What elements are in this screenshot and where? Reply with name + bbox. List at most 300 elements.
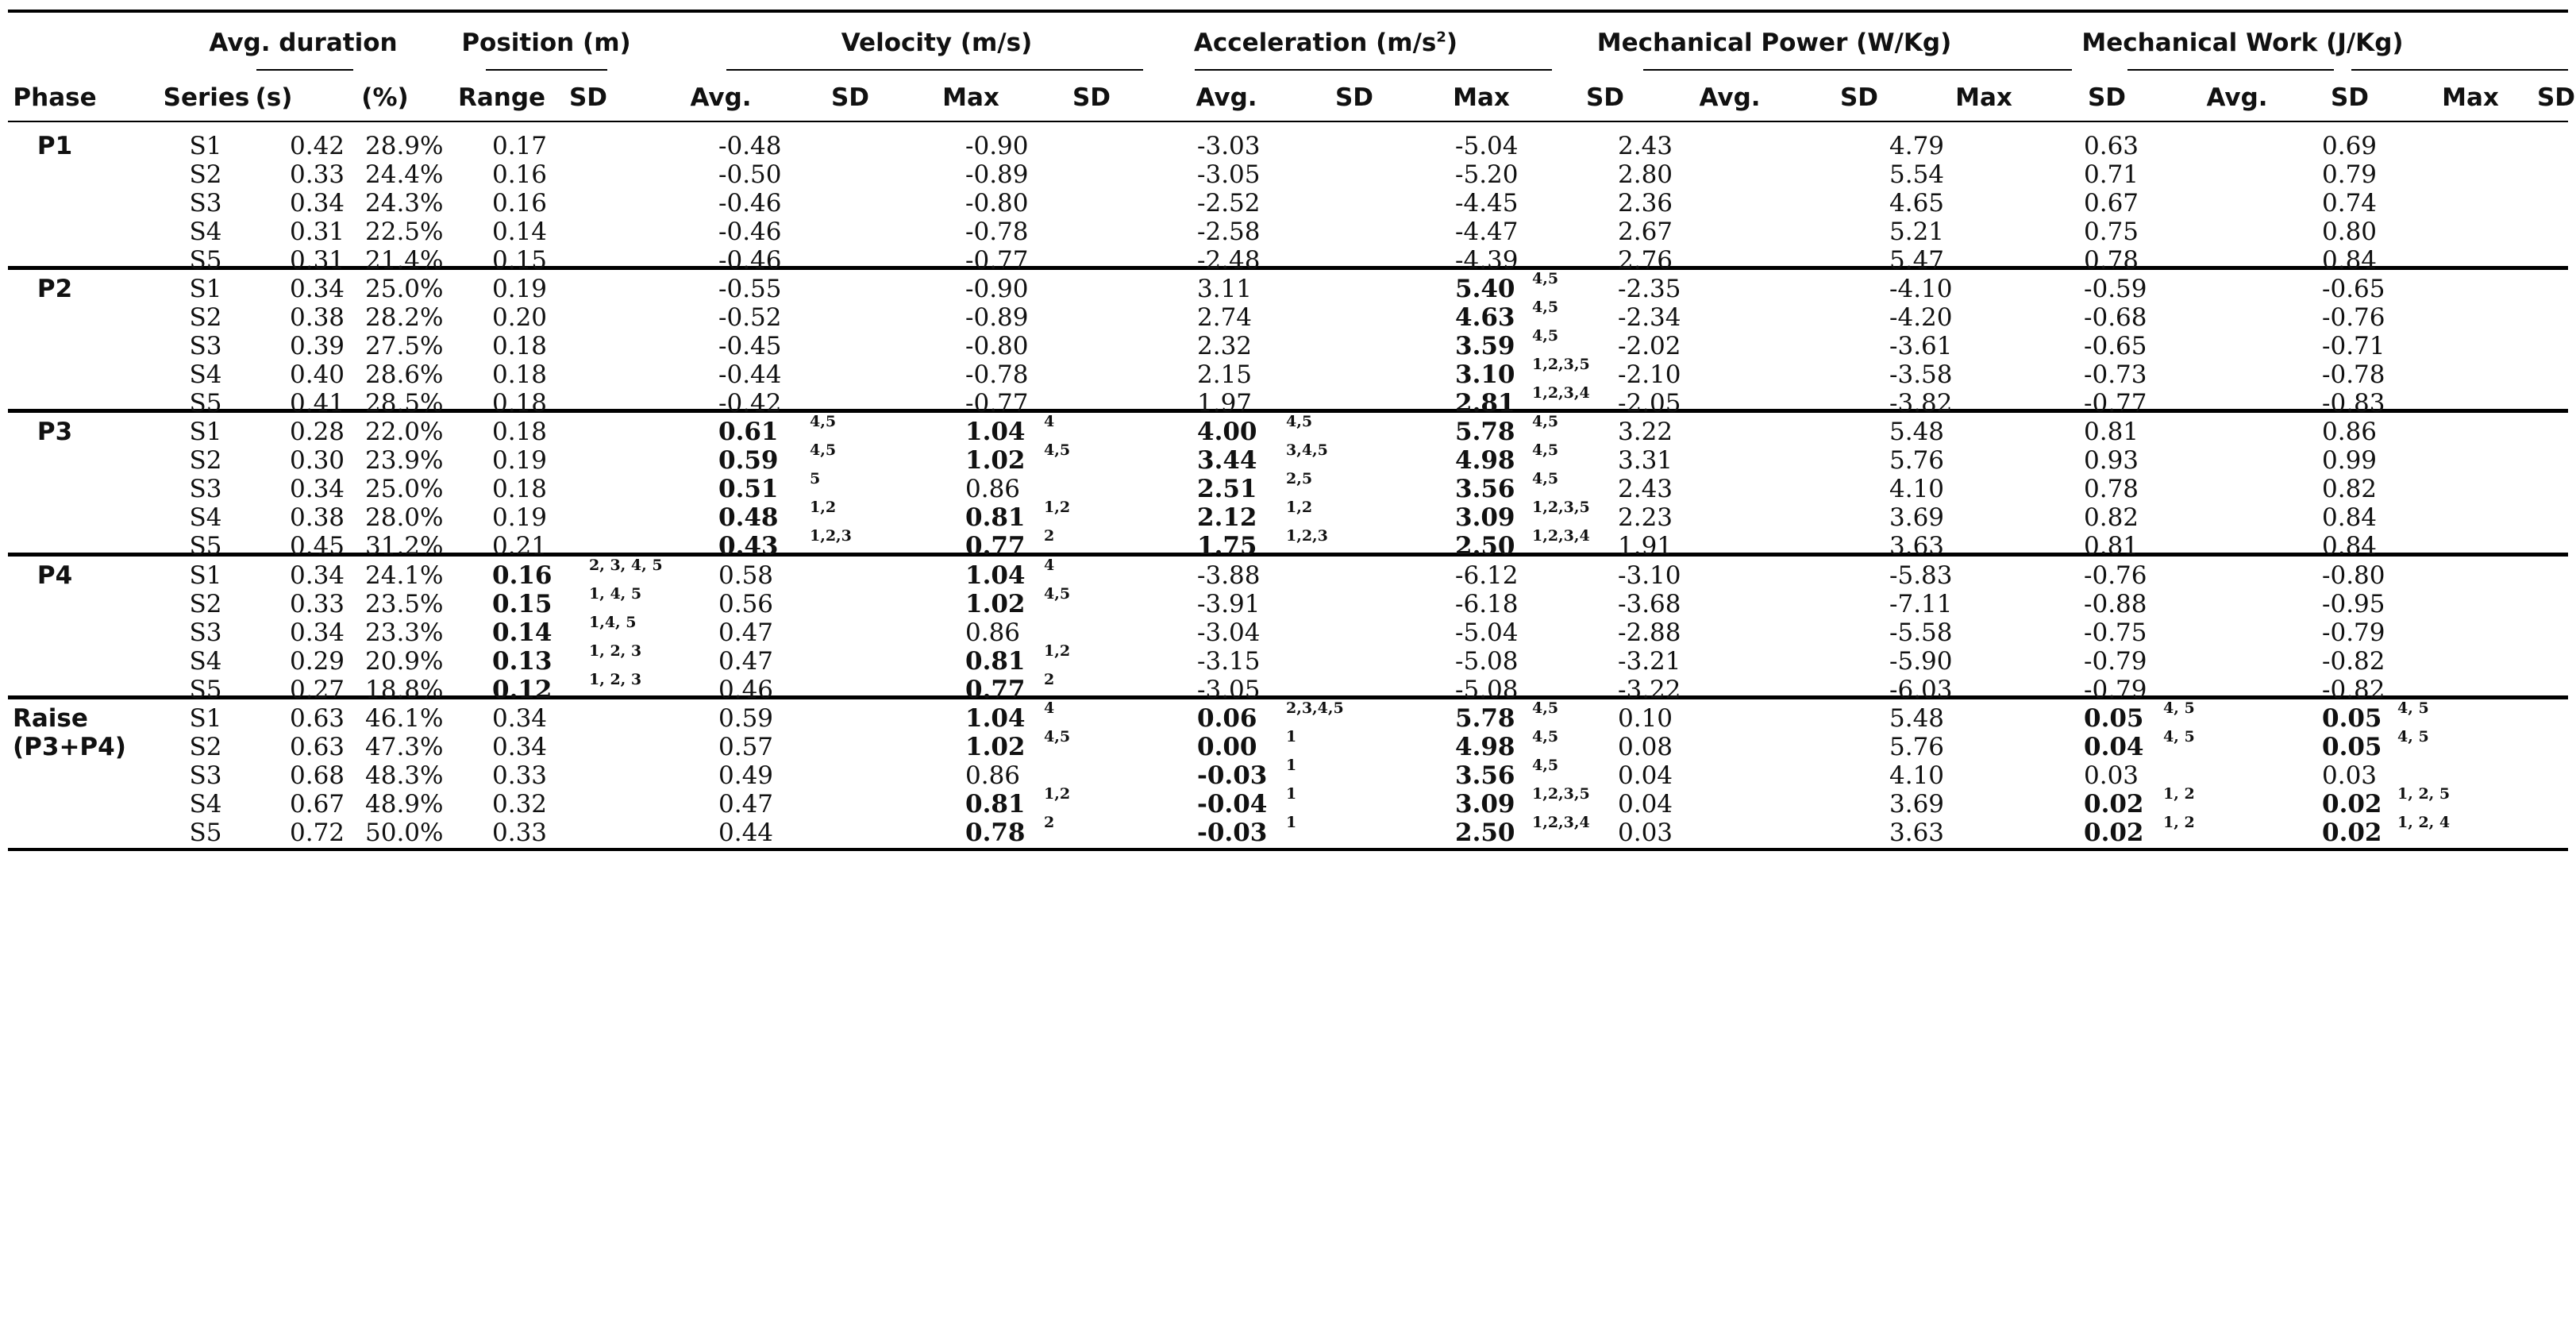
value-cell: -5.08 — [1455, 676, 1519, 704]
value-cell: -0.79 — [2322, 618, 2385, 647]
significance-superscript: 1 — [1286, 785, 1297, 803]
value-cell: 0.78 — [2084, 475, 2139, 503]
header-rule — [8, 121, 2568, 122]
series-label: S3 — [189, 618, 222, 647]
value-cell: 0.05 — [2084, 704, 2144, 733]
value-cell: -5.83 — [1889, 561, 1953, 590]
significance-superscript: 2,5 — [1286, 470, 1313, 487]
column-header: Max — [2442, 83, 2499, 112]
group-underline — [486, 69, 607, 71]
value-cell: 2.50 — [1455, 532, 1515, 560]
value-cell: 0.19 — [492, 503, 548, 532]
group-header-superscript: 2 — [1436, 29, 1446, 46]
value-cell: 0.18 — [492, 360, 548, 389]
value-cell: -5.04 — [1455, 618, 1519, 647]
value-cell: 0.06 — [1197, 704, 1257, 733]
significance-superscript: 4,5 — [1044, 728, 1071, 745]
series-label: S1 — [189, 275, 222, 303]
column-header: Series — [163, 83, 250, 112]
value-cell: 0.15 — [492, 590, 553, 618]
series-label: S3 — [189, 189, 222, 218]
phase-label: P1 — [37, 132, 73, 160]
value-cell: -0.83 — [2322, 389, 2385, 418]
value-cell: 0.43 — [718, 532, 779, 560]
value-cell: 5.54 — [1889, 160, 1945, 189]
value-cell: -4.20 — [1889, 303, 1953, 332]
value-cell: 2.36 — [1618, 189, 1673, 218]
significance-superscript: 1, 2, 3 — [589, 671, 642, 688]
significance-superscript: 1,2,3,4 — [1532, 384, 1590, 402]
value-cell: 0.39 — [290, 332, 345, 360]
value-cell: 1.91 — [1618, 532, 1673, 560]
value-cell: 0.79 — [2322, 160, 2378, 189]
value-cell: 20.9% — [365, 647, 444, 676]
significance-superscript: 4,5 — [1532, 327, 1559, 345]
value-cell: -0.82 — [2322, 647, 2385, 676]
value-cell: 0.38 — [290, 303, 345, 332]
value-cell: -0.78 — [2322, 360, 2385, 389]
significance-superscript: 1,2 — [810, 499, 837, 516]
value-cell: 48.9% — [365, 790, 444, 819]
value-cell: 2.43 — [1618, 132, 1673, 160]
value-cell: 23.9% — [365, 446, 444, 475]
value-cell: 4.10 — [1889, 761, 1945, 790]
group-underline — [1195, 69, 1552, 71]
significance-superscript: 1,2 — [1044, 642, 1071, 660]
value-cell: 0.81 — [965, 503, 1026, 532]
value-cell: 28.6% — [365, 360, 444, 389]
value-cell: -6.12 — [1455, 561, 1519, 590]
value-cell: 24.3% — [365, 189, 444, 218]
significance-superscript: 1, 4, 5 — [589, 585, 642, 603]
significance-superscript: 4,5 — [1286, 413, 1313, 430]
value-cell: -0.90 — [965, 132, 1029, 160]
significance-superscript: 1, 2, 5 — [2397, 785, 2451, 803]
column-header: Avg. — [690, 83, 752, 112]
value-cell: 27.5% — [365, 332, 444, 360]
column-header: (s) — [255, 83, 293, 112]
value-cell: 4.63 — [1455, 303, 1515, 332]
value-cell: 0.81 — [965, 790, 1026, 819]
significance-superscript: 1 — [1286, 728, 1297, 745]
value-cell: -0.42 — [718, 389, 782, 418]
value-cell: 0.47 — [718, 647, 774, 676]
value-cell: -0.46 — [718, 246, 782, 275]
column-header: SD — [2087, 83, 2127, 112]
value-cell: 0.47 — [718, 790, 774, 819]
value-cell: 3.63 — [1889, 819, 1945, 847]
value-cell: 0.78 — [2084, 246, 2139, 275]
value-cell: 0.49 — [718, 761, 774, 790]
series-label: S5 — [189, 819, 222, 847]
value-cell: 0.46 — [718, 676, 774, 704]
value-cell: 4.10 — [1889, 475, 1945, 503]
series-label: S5 — [189, 246, 222, 275]
phase-label: Raise — [13, 704, 88, 733]
value-cell: 48.3% — [365, 761, 444, 790]
value-cell: 0.45 — [290, 532, 345, 560]
significance-superscript: 1,2,3,5 — [1532, 785, 1590, 803]
column-header: SD — [1072, 83, 1111, 112]
value-cell: -3.58 — [1889, 360, 1953, 389]
value-cell: 0.84 — [2322, 246, 2378, 275]
value-cell: 0.04 — [2084, 733, 2144, 761]
value-cell: 4.98 — [1455, 446, 1515, 475]
value-cell: -0.59 — [2084, 275, 2147, 303]
value-cell: 5.78 — [1455, 418, 1515, 446]
significance-superscript: 2 — [1044, 814, 1055, 831]
series-label: S2 — [189, 733, 222, 761]
value-cell: 3.56 — [1455, 761, 1515, 790]
series-label: S2 — [189, 303, 222, 332]
significance-superscript: 4, 5 — [2163, 728, 2195, 745]
value-cell: -2.05 — [1618, 389, 1681, 418]
value-cell: 0.99 — [2322, 446, 2378, 475]
column-header: Max — [942, 83, 999, 112]
value-cell: 3.31 — [1618, 446, 1673, 475]
value-cell: -0.88 — [2084, 590, 2147, 618]
value-cell: -0.75 — [2084, 618, 2147, 647]
value-cell: -0.52 — [718, 303, 782, 332]
value-cell: -0.03 — [1197, 819, 1268, 847]
value-cell: 0.82 — [2322, 475, 2378, 503]
column-header: Max — [1453, 83, 1510, 112]
column-header: SD — [2536, 83, 2576, 112]
value-cell: -0.77 — [965, 389, 1029, 418]
value-cell: 1.97 — [1197, 389, 1253, 418]
value-cell: 0.67 — [2084, 189, 2139, 218]
value-cell: 2.12 — [1197, 503, 1257, 532]
value-cell: -0.04 — [1197, 790, 1268, 819]
value-cell: 0.14 — [492, 618, 553, 647]
value-cell: 1.04 — [965, 561, 1026, 590]
value-cell: 2.81 — [1455, 389, 1515, 418]
value-cell: -0.80 — [965, 189, 1029, 218]
value-cell: 1.02 — [965, 446, 1026, 475]
value-cell: 0.27 — [290, 676, 345, 704]
significance-superscript: 2, 3, 4, 5 — [589, 557, 663, 574]
significance-superscript: 4,5 — [1044, 441, 1071, 459]
group-header-acceleration: Acceleration $(m/s^2)$ — [1193, 29, 1458, 57]
value-cell: 0.03 — [1618, 819, 1673, 847]
top-rule — [8, 10, 2568, 13]
significance-superscript: 1,2 — [1044, 785, 1071, 803]
value-cell: 0.40 — [290, 360, 345, 389]
series-label: S3 — [189, 475, 222, 503]
column-header: SD — [1334, 83, 1374, 112]
value-cell: 0.13 — [492, 647, 553, 676]
significance-superscript: 4,5 — [1532, 413, 1559, 430]
value-cell: 24.4% — [365, 160, 444, 189]
value-cell: 0.18 — [492, 475, 548, 503]
series-label: S4 — [189, 218, 222, 246]
value-cell: -0.76 — [2084, 561, 2147, 590]
value-cell: -0.89 — [965, 303, 1029, 332]
group-header-suffix: ) — [1446, 29, 1458, 57]
value-cell: 28.0% — [365, 503, 444, 532]
value-cell: -2.02 — [1618, 332, 1681, 360]
value-cell: -3.03 — [1197, 132, 1261, 160]
value-cell: 0.67 — [290, 790, 345, 819]
phase-label: P3 — [37, 418, 73, 446]
value-cell: 0.28 — [290, 418, 345, 446]
value-cell: 0.34 — [290, 475, 345, 503]
value-cell: 0.81 — [2084, 532, 2139, 560]
value-cell: 0.84 — [2322, 503, 2378, 532]
value-cell: -5.90 — [1889, 647, 1953, 676]
value-cell: -0.68 — [2084, 303, 2147, 332]
group-header-power: Mechanical Power (W/Kg) — [1596, 29, 1952, 57]
value-cell: 0.58 — [718, 561, 774, 590]
value-cell: 0.59 — [718, 446, 779, 475]
value-cell: -2.48 — [1197, 246, 1261, 275]
significance-superscript: 4 — [1044, 557, 1055, 574]
significance-superscript: 4,5 — [1532, 728, 1559, 745]
series-label: S5 — [189, 676, 222, 704]
value-cell: 0.84 — [2322, 532, 2378, 560]
series-label: S1 — [189, 561, 222, 590]
value-cell: -3.21 — [1618, 647, 1681, 676]
value-cell: 0.34 — [290, 189, 345, 218]
value-cell: 25.0% — [365, 475, 444, 503]
significance-superscript: 1,4, 5 — [589, 614, 637, 631]
value-cell: -5.58 — [1889, 618, 1953, 647]
group-underline — [2351, 69, 2568, 71]
value-cell: 0.41 — [290, 389, 345, 418]
value-cell: 0.75 — [2084, 218, 2139, 246]
series-label: S5 — [189, 532, 222, 560]
value-cell: -0.90 — [965, 275, 1029, 303]
significance-superscript: 1,2,3 — [810, 527, 852, 545]
value-cell: 3.11 — [1197, 275, 1253, 303]
significance-superscript: 1, 2 — [2163, 785, 2195, 803]
significance-superscript: 3,4,5 — [1286, 441, 1328, 459]
series-label: S4 — [189, 790, 222, 819]
value-cell: 3.69 — [1889, 503, 1945, 532]
value-cell: 1.02 — [965, 733, 1026, 761]
value-cell: 0.86 — [965, 761, 1021, 790]
value-cell: -2.52 — [1197, 189, 1261, 218]
value-cell: 0.63 — [290, 704, 345, 733]
value-cell: 5.40 — [1455, 275, 1515, 303]
significance-superscript: 4,5 — [1044, 585, 1071, 603]
value-cell: 3.09 — [1455, 503, 1515, 532]
phase-label: P2 — [37, 275, 73, 303]
value-cell: 21.4% — [365, 246, 444, 275]
value-cell: -6.03 — [1889, 676, 1953, 704]
value-cell: 24.1% — [365, 561, 444, 590]
group-underline — [1643, 69, 2072, 71]
value-cell: 0.81 — [2084, 418, 2139, 446]
significance-superscript: 1,2,3,4 — [1532, 527, 1590, 545]
value-cell: -0.79 — [2084, 676, 2147, 704]
significance-superscript: 1, 2, 4 — [2397, 814, 2451, 831]
value-cell: -0.80 — [965, 332, 1029, 360]
value-cell: -0.44 — [718, 360, 782, 389]
value-cell: -0.78 — [965, 218, 1029, 246]
value-cell: 0.16 — [492, 160, 548, 189]
value-cell: 23.3% — [365, 618, 444, 647]
value-cell: -0.50 — [718, 160, 782, 189]
value-cell: -0.55 — [718, 275, 782, 303]
value-cell: 18.8% — [365, 676, 444, 704]
value-cell: -0.77 — [965, 246, 1029, 275]
value-cell: -4.39 — [1455, 246, 1519, 275]
value-cell: 0.02 — [2322, 819, 2382, 847]
group-underline — [2127, 69, 2334, 71]
value-cell: 5.78 — [1455, 704, 1515, 733]
value-cell: -4.10 — [1889, 275, 1953, 303]
value-cell: -0.71 — [2322, 332, 2385, 360]
significance-superscript: 1,2,3,4 — [1532, 814, 1590, 831]
value-cell: 0.21 — [492, 532, 548, 560]
value-cell: 0.02 — [2084, 819, 2144, 847]
value-cell: -0.45 — [718, 332, 782, 360]
value-cell: -0.79 — [2084, 647, 2147, 676]
column-header: (%) — [361, 83, 409, 112]
significance-superscript: 4 — [1044, 699, 1055, 717]
value-cell: 0.51 — [718, 475, 779, 503]
value-cell: 3.69 — [1889, 790, 1945, 819]
significance-superscript: 1,2,3 — [1286, 527, 1328, 545]
value-cell: 0.03 — [2084, 761, 2139, 790]
value-cell: -0.82 — [2322, 676, 2385, 704]
value-cell: 2.15 — [1197, 360, 1253, 389]
value-cell: 3.59 — [1455, 332, 1515, 360]
value-cell: -2.58 — [1197, 218, 1261, 246]
significance-superscript: 4,5 — [1532, 699, 1559, 717]
value-cell: 5.76 — [1889, 733, 1945, 761]
value-cell: 0.03 — [2322, 761, 2378, 790]
value-cell: 3.10 — [1455, 360, 1515, 389]
value-cell: -3.91 — [1197, 590, 1261, 618]
value-cell: -3.68 — [1618, 590, 1681, 618]
value-cell: 0.18 — [492, 418, 548, 446]
value-cell: 5.48 — [1889, 418, 1945, 446]
value-cell: 0.04 — [1618, 790, 1673, 819]
value-cell: 1.04 — [965, 418, 1026, 446]
value-cell: -5.04 — [1455, 132, 1519, 160]
significance-superscript: 4,5 — [1532, 757, 1559, 774]
value-cell: -5.08 — [1455, 647, 1519, 676]
group-underline — [256, 69, 353, 71]
significance-superscript: 4,5 — [1532, 299, 1559, 316]
value-cell: 47.3% — [365, 733, 444, 761]
value-cell: 28.9% — [365, 132, 444, 160]
series-label: S4 — [189, 503, 222, 532]
value-cell: -0.46 — [718, 189, 782, 218]
value-cell: 50.0% — [365, 819, 444, 847]
significance-superscript: 1 — [1286, 814, 1297, 831]
column-header: Avg. — [1196, 83, 1257, 112]
series-label: S3 — [189, 332, 222, 360]
series-label: S1 — [189, 418, 222, 446]
value-cell: 4.00 — [1197, 418, 1257, 446]
series-label: S5 — [189, 389, 222, 418]
value-cell: 2.76 — [1618, 246, 1673, 275]
value-cell: -0.89 — [965, 160, 1029, 189]
value-cell: 0.34 — [290, 561, 345, 590]
value-cell: 4.65 — [1889, 189, 1945, 218]
value-cell: 2.23 — [1618, 503, 1673, 532]
value-cell: 0.44 — [718, 819, 774, 847]
significance-superscript: 1, 2, 3 — [589, 642, 642, 660]
value-cell: -0.95 — [2322, 590, 2385, 618]
significance-superscript: 4,5 — [1532, 470, 1559, 487]
value-cell: 0.93 — [2084, 446, 2139, 475]
value-cell: 0.42 — [290, 132, 345, 160]
value-cell: 0.04 — [1618, 761, 1673, 790]
value-cell: 0.05 — [2322, 704, 2382, 733]
phase-label: P4 — [37, 561, 73, 590]
group-header-position: Position (m) — [461, 29, 631, 57]
value-cell: 0.20 — [492, 303, 548, 332]
significance-superscript: 1 — [1286, 757, 1297, 774]
value-cell: 0.31 — [290, 218, 345, 246]
value-cell: -0.77 — [2084, 389, 2147, 418]
significance-superscript: 4, 5 — [2397, 728, 2429, 745]
value-cell: 2.43 — [1618, 475, 1673, 503]
value-cell: 3.09 — [1455, 790, 1515, 819]
column-header: Avg. — [1699, 83, 1761, 112]
value-cell: 3.63 — [1889, 532, 1945, 560]
value-cell: 0.47 — [718, 618, 774, 647]
value-cell: 4.79 — [1889, 132, 1945, 160]
value-cell: -0.46 — [718, 218, 782, 246]
value-cell: 46.1% — [365, 704, 444, 733]
value-cell: -7.11 — [1889, 590, 1953, 618]
significance-superscript: 1,2 — [1044, 499, 1071, 516]
value-cell: 0.74 — [2322, 189, 2378, 218]
value-cell: -0.78 — [965, 360, 1029, 389]
value-cell: 22.0% — [365, 418, 444, 446]
column-header: SD — [568, 83, 608, 112]
series-label: S2 — [189, 446, 222, 475]
series-label: S1 — [189, 132, 222, 160]
value-cell: -3.22 — [1618, 676, 1681, 704]
value-cell: 0.34 — [492, 733, 548, 761]
value-cell: 0.86 — [2322, 418, 2378, 446]
group-header-velocity: Velocity (m/s) — [841, 29, 1033, 57]
value-cell: 0.81 — [965, 647, 1026, 676]
value-cell: 0.15 — [492, 246, 548, 275]
value-cell: 0.08 — [1618, 733, 1673, 761]
value-cell: 0.33 — [492, 819, 548, 847]
value-cell: 3.56 — [1455, 475, 1515, 503]
value-cell: 5.48 — [1889, 704, 1945, 733]
value-cell: 0.33 — [290, 590, 345, 618]
value-cell: -0.48 — [718, 132, 782, 160]
significance-superscript: 1, 2 — [2163, 814, 2195, 831]
value-cell: -2.10 — [1618, 360, 1681, 389]
value-cell: -3.88 — [1197, 561, 1261, 590]
series-label: S4 — [189, 647, 222, 676]
significance-superscript: 1,2 — [1286, 499, 1313, 516]
value-cell: 0.19 — [492, 446, 548, 475]
value-cell: -3.04 — [1197, 618, 1261, 647]
significance-superscript: 4,5 — [1532, 441, 1559, 459]
value-cell: 23.5% — [365, 590, 444, 618]
value-cell: -3.05 — [1197, 676, 1261, 704]
value-cell: 2.51 — [1197, 475, 1257, 503]
value-cell: 0.82 — [2084, 503, 2139, 532]
value-cell: -0.03 — [1197, 761, 1268, 790]
value-cell: 2.50 — [1455, 819, 1515, 847]
value-cell: 0.34 — [290, 275, 345, 303]
value-cell: 0.30 — [290, 446, 345, 475]
value-cell: 0.80 — [2322, 218, 2378, 246]
phase-label-cont: (P3+P4) — [13, 733, 126, 761]
